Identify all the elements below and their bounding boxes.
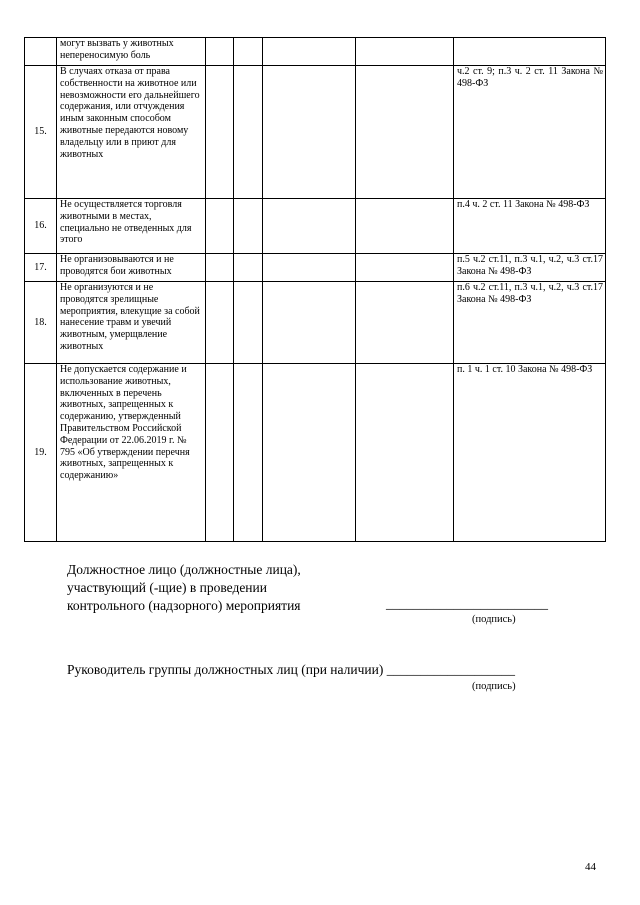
row-number: 16. [25,199,57,254]
table-row [25,254,606,282]
row-number [25,38,57,66]
not-applicable-cell [263,199,356,254]
requirement-text: Не организуются и не проводятся зрелищные мероприятия, влекущие за собой нанесение травм и увечий животным, умерщвление животных [57,282,206,364]
note-cell [356,254,454,282]
legal-reference: ч.2 ст. 9; п.3 ч. 2 ст. 11 Закона № 498-ФЗ [454,66,606,199]
requirement-text: могут вызвать у животных непереносимую боль [57,38,206,66]
note-cell [356,199,454,254]
not-applicable-cell [263,254,356,282]
answer-no-cell [234,254,263,282]
table-row [25,364,606,542]
answer-no-cell [234,199,263,254]
official-label-line-3: контрольного (надзорного) мероприятия [67,598,301,613]
note-cell [356,38,454,66]
answer-no-cell [234,66,263,199]
not-applicable-cell [263,38,356,66]
note-cell [356,66,454,199]
requirement-text: Не допускается содержание и использование животных, включенных в перечень животных, запрещенных к содержанию, утвержденный Правительством Российской Федерации от 22.06.2019 г. № 795 «Об утверждении перечня животных, запрещенных к содержанию» [57,364,206,542]
table-row [25,66,606,199]
official-label-line-1: Должностное лицо (должностные лица), [67,562,301,577]
answer-no-cell [234,38,263,66]
official-signature-line: ________________________ [386,596,548,611]
table-row [25,282,606,364]
requirement-text: Не организовываются и не проводятся бои животных [57,254,206,282]
official-signature-caption: (подпись) [472,614,516,625]
legal-reference: п.6 ч.2 ст.11, п.3 ч.1, ч.2, ч.3 ст.17 Закона № 498-ФЗ [454,282,606,364]
not-applicable-cell [263,282,356,364]
legal-reference [454,38,606,66]
not-applicable-cell [263,364,356,542]
note-cell [356,282,454,364]
answer-yes-cell [206,364,234,542]
answer-yes-cell [206,66,234,199]
group-leader-signature-caption: (подпись) [472,681,516,692]
legal-reference: п. 1 ч. 1 ст. 10 Закона № 498-ФЗ [454,364,606,542]
legal-reference: п.4 ч. 2 ст. 11 Закона № 498-ФЗ [454,199,606,254]
requirement-text: Не осуществляется торговля животными в местах, специально не отведенных для этого [57,199,206,254]
official-label-line-2: участвующий (-щие) в проведении [67,580,267,595]
not-applicable-cell [263,66,356,199]
row-number: 19. [25,364,57,542]
table-row [25,199,606,254]
requirement-text: В случаях отказа от права собственности на животное или невозможности его дальнейшего содержания, или отчуждения иным законным способом животные передаются новому владельцу или в приют для животных [57,66,206,199]
answer-yes-cell [206,282,234,364]
answer-yes-cell [206,254,234,282]
checklist-table [24,37,606,542]
answer-yes-cell [206,38,234,66]
answer-no-cell [234,364,263,542]
legal-reference: п.5 ч.2 ст.11, п.3 ч.1, ч.2, ч.3 ст.17 Закона № 498-ФЗ [454,254,606,282]
row-number: 17. [25,254,57,282]
page-number: 44 [585,861,596,873]
answer-yes-cell [206,199,234,254]
note-cell [356,364,454,542]
row-number: 15. [25,66,57,199]
answer-no-cell [234,282,263,364]
row-number: 18. [25,282,57,364]
table-row [25,38,606,66]
group-leader-signature-line: Руководитель группы должностных лиц (при наличии) ___________________ [67,662,515,677]
